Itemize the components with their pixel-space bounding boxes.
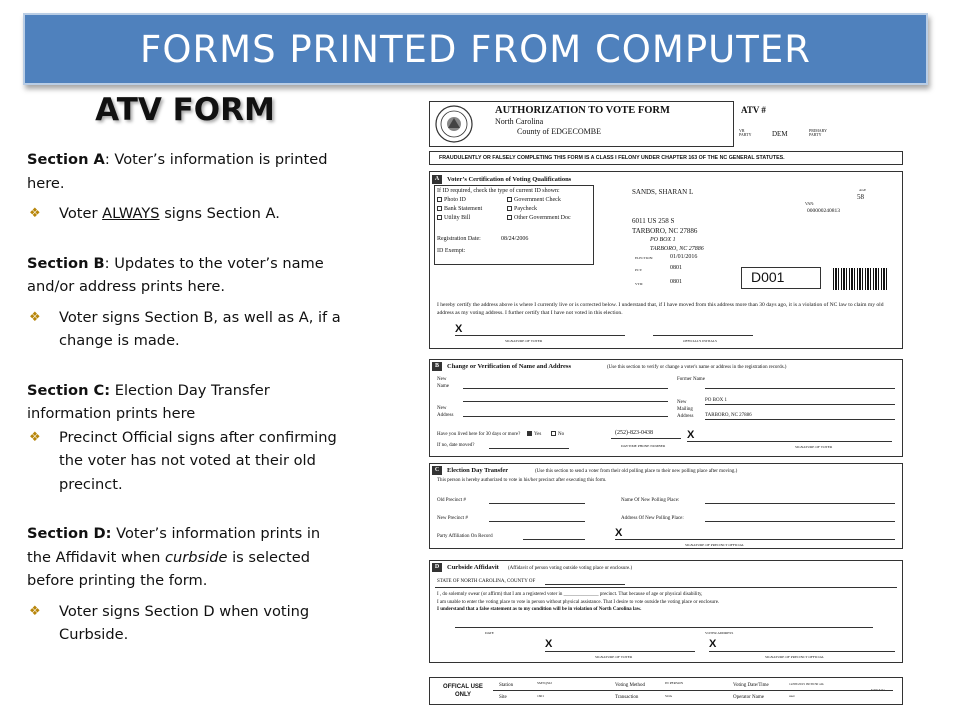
mailing-address-line1: PO BOX 1 bbox=[650, 237, 676, 243]
section-d-text: Voter’s information prints in the Affidavit when bbox=[27, 525, 321, 566]
operator-value: user bbox=[789, 694, 795, 698]
section-a-letter: A bbox=[432, 175, 442, 184]
date-label: DATE bbox=[485, 631, 494, 635]
affidavit-line2: I am unable to enter the voting place to vote in person without physical assistance. That I desire to vote outside the voting place or enclosure. bbox=[437, 600, 720, 605]
lived-question: Have you lived here for 30 days or more? bbox=[437, 432, 521, 437]
diamond-bullet-icon: ❖ bbox=[29, 206, 41, 221]
precinct-signature-label-d: SIGNATURE OF PRECINCT OFFICIAL bbox=[765, 655, 825, 659]
certify-text: I hereby certify the address above is where I currently live or is corrected below. I understand that, if I have moved from this address more than 30 days ago, it is a violation of NC law to claim my old address as my voting address. I further certify that I have not voted in this election. bbox=[437, 302, 884, 316]
pct-value: 0801 bbox=[670, 265, 682, 271]
id-option: Government Check bbox=[514, 197, 561, 203]
atv-form-image bbox=[425, 97, 905, 709]
title-banner bbox=[23, 13, 928, 85]
checkbox-yes bbox=[527, 431, 532, 436]
old-precinct-label: Old Precinct # bbox=[437, 498, 466, 503]
bullet-text: Voter signs Section B, as well as A, if a change is made. bbox=[59, 308, 341, 349]
new-name-line bbox=[463, 388, 668, 389]
new-precinct-line bbox=[489, 521, 585, 522]
diamond-bullet-icon: ❖ bbox=[29, 429, 41, 445]
section-d-emphasis: curbside bbox=[165, 548, 228, 566]
signature-x: X bbox=[687, 429, 695, 441]
precinct-signature-label: SIGNATURE OF PRECINCT OFFICIAL bbox=[685, 543, 745, 547]
signature-x: X bbox=[545, 638, 553, 650]
new-name-label: New Name bbox=[437, 377, 449, 389]
affidavit-line1: I , do solemnly swear (or affirm) that I am a registered voter in ______________ precinct. That because of age or physical disability, bbox=[437, 592, 703, 597]
election-label: ELECTION: bbox=[635, 256, 654, 260]
section-b-box bbox=[429, 359, 903, 457]
signature-x: X bbox=[455, 323, 463, 335]
id-option: Other Government Doc bbox=[514, 215, 571, 221]
voter-signature-line-b bbox=[687, 441, 892, 442]
station-value: SMTQ322 bbox=[537, 681, 552, 685]
age-label: AGE bbox=[859, 188, 867, 192]
station-label: Station bbox=[499, 683, 514, 688]
date-line bbox=[455, 627, 545, 628]
section-d-title: Curbside Affidavit bbox=[447, 564, 499, 571]
checkbox-no bbox=[551, 431, 556, 436]
signature-x: X bbox=[709, 638, 717, 650]
new-address-line bbox=[463, 416, 668, 417]
site-label: Site bbox=[499, 695, 507, 700]
id-exempt-label: ID Exempt: bbox=[437, 248, 466, 254]
section-a-text: : Voter’s information is printed here. bbox=[27, 151, 328, 192]
section-d-divider bbox=[435, 587, 897, 588]
section-c-bullet bbox=[27, 426, 345, 497]
checkbox-utility-bill bbox=[437, 215, 442, 220]
voter-signature-label: SIGNATURE OF VOTER bbox=[505, 339, 543, 343]
id-option: Paycheck bbox=[514, 206, 537, 212]
site-value: 1601 bbox=[537, 694, 544, 698]
slide-title: FORMS PRINTED FROM COMPUTER bbox=[140, 27, 811, 71]
mailing-address-line2: TARBORO, NC 27886 bbox=[650, 246, 704, 252]
voter-signature-line bbox=[455, 335, 625, 336]
nc-seal-icon bbox=[434, 104, 474, 144]
section-c-auth: This person is hereby authorized to vote in his/her precinct after executing this form. bbox=[437, 478, 607, 483]
new-polling-name-line bbox=[705, 503, 895, 504]
new-polling-name-label: Name Of New Polling Place: bbox=[621, 498, 680, 503]
party-affiliation-label: Party Affiliation On Record bbox=[437, 534, 493, 539]
signature-x: X bbox=[615, 527, 623, 539]
date-moved-label: If no, date moved? bbox=[437, 443, 475, 448]
section-a-note bbox=[27, 148, 345, 195]
section-d-bullet bbox=[27, 600, 345, 647]
section-a-label: Section A bbox=[27, 151, 105, 168]
d001-code: D001 bbox=[751, 269, 785, 285]
section-c-title: Election Day Transfer bbox=[447, 467, 509, 474]
vtd-value: 0801 bbox=[670, 279, 682, 285]
section-b-title: Change or Verification of Name and Address bbox=[447, 363, 571, 370]
voter-address-line1: 6011 US 258 S bbox=[632, 217, 675, 225]
section-c-note: (Use this section to send a voter from their old polling place to their new polling place after moving.) bbox=[535, 469, 738, 474]
section-b-note bbox=[27, 252, 345, 299]
form-title: AUTHORIZATION TO VOTE FORM bbox=[495, 105, 670, 116]
phone-label: DAYTIME PHONE NUMBER bbox=[621, 444, 666, 448]
phone-value: (252)-823-0438 bbox=[615, 430, 653, 436]
diamond-bullet-icon: ❖ bbox=[29, 603, 41, 619]
checkbox-other-gov-doc bbox=[507, 215, 512, 220]
no-label: No bbox=[558, 432, 565, 437]
barcode-icon bbox=[833, 268, 889, 290]
mailing-city: TARBORO, NC 27886 bbox=[705, 413, 752, 418]
state-county-label: STATE OF NORTH CAROLINA, COUNTY OF bbox=[437, 579, 536, 584]
section-notes bbox=[27, 148, 345, 654]
county-line bbox=[545, 584, 625, 585]
van-value: 000000240813 bbox=[807, 208, 840, 214]
affidavit-warning: I understand that a false statement as to my condition will be in violation of North Carolina law. bbox=[437, 607, 642, 612]
vr-party-label: VR PARTY bbox=[739, 128, 752, 137]
voter-signature-label-d: SIGNATURE OF VOTER bbox=[595, 655, 633, 659]
checkbox-bank-statement bbox=[437, 206, 442, 211]
checkbox-gov-check bbox=[507, 197, 512, 202]
officials-initials-label: OFFICIAL'S INITIALS bbox=[683, 339, 717, 343]
section-d-note bbox=[27, 522, 345, 593]
precinct-signature-line-d bbox=[709, 651, 895, 652]
section-b-bullet bbox=[27, 306, 345, 353]
form-version: V2015.01 bbox=[871, 688, 885, 692]
form-state: North Carolina bbox=[495, 117, 544, 126]
official-use-label: OFFICAL USE ONLY bbox=[443, 684, 483, 698]
atv-number-label: ATV # bbox=[741, 105, 766, 115]
former-name-label: Former Name bbox=[677, 377, 705, 382]
section-c-label: Section C: bbox=[27, 381, 111, 399]
pct-label: PCT: bbox=[635, 268, 643, 272]
new-mailing-label: New Mailing Address bbox=[677, 400, 694, 419]
operator-label: Operator Name bbox=[733, 695, 764, 700]
section-c-text: Election Day Transfer information prints here bbox=[27, 381, 270, 422]
section-d-text: is selected before printing the form. bbox=[27, 548, 310, 589]
section-c-box bbox=[429, 463, 903, 549]
bullet-text: signs Section A. bbox=[159, 205, 280, 222]
section-b-note: (Use this section to verify or change a voter's name or address in the registration records.) bbox=[607, 365, 787, 370]
voter-signature-line-d bbox=[545, 651, 695, 652]
warning-text: FRAUDULENTLY OR FALSELY COMPLETING THIS FORM IS A CLASS I FELONY UNDER CHAPTER 163 OF THE NC GENERAL STATUTES. bbox=[439, 155, 785, 161]
officials-initials-line bbox=[653, 335, 753, 336]
registration-date-value: 08/24/2006 bbox=[501, 236, 529, 242]
section-d-label: Section D: bbox=[27, 525, 112, 542]
voting-method-label: Voting Method bbox=[615, 683, 646, 688]
voter-signature-label-b: SIGNATURE OF VOTER bbox=[795, 445, 833, 449]
checkbox-photo-id bbox=[437, 197, 442, 202]
age-value: 58 bbox=[857, 193, 864, 201]
bullet-emphasis: ALWAYS bbox=[102, 205, 160, 222]
section-c-letter: C bbox=[432, 466, 442, 475]
bullet-text: Precinct Official signs after confirming the voter has not voted at their old precinct. bbox=[59, 428, 337, 493]
section-b-text: : Updates to the voter’s name and/or address prints here. bbox=[27, 254, 324, 295]
new-precinct-label: New Precinct # bbox=[437, 516, 468, 521]
section-a-title: Voter’s Certification of Voting Qualifications bbox=[447, 176, 572, 183]
form-county: County of EDGECOMBE bbox=[517, 127, 601, 136]
new-polling-address-line bbox=[705, 521, 895, 522]
bullet-text: Voter signs Section D when voting Curbside. bbox=[59, 602, 310, 643]
precinct-signature-line bbox=[615, 539, 895, 540]
voting-date-label: Voting Date/Time bbox=[733, 683, 769, 688]
section-b-label: Section B bbox=[27, 254, 105, 272]
date-moved-line bbox=[489, 448, 569, 449]
checkbox-paycheck bbox=[507, 206, 512, 211]
section-d-letter: D bbox=[432, 563, 442, 572]
transaction-value: SOA bbox=[665, 694, 673, 698]
voter-address-label: VOTER ADDRESS bbox=[705, 631, 734, 635]
phone-line bbox=[611, 438, 681, 439]
id-option: Bank Statement bbox=[444, 206, 483, 212]
voter-name: SANDS, SHARAN L bbox=[632, 188, 694, 196]
party-value: DEM bbox=[772, 130, 788, 138]
id-option: Photo ID bbox=[444, 197, 466, 203]
mailing-po-box: PO BOX 1 bbox=[705, 398, 727, 403]
transaction-label: Transaction bbox=[615, 695, 639, 700]
slide-subtitle: ATV FORM bbox=[95, 92, 275, 128]
diamond-bullet-icon: ❖ bbox=[29, 309, 41, 325]
vtd-label: VTD: bbox=[635, 282, 644, 286]
voter-address-line2: TARBORO, NC 27886 bbox=[632, 227, 698, 235]
new-address-label: New Address bbox=[437, 406, 454, 418]
yes-label: Yes bbox=[534, 432, 542, 437]
voting-method-value: IN PERSON bbox=[665, 681, 683, 685]
new-address-line bbox=[463, 401, 668, 402]
van-label: VAN: bbox=[805, 201, 815, 206]
voting-date-value: 12/08/2015 09:39:30 am bbox=[789, 682, 824, 686]
new-polling-address-label: Address Of New Polling Place: bbox=[621, 516, 684, 521]
primary-party-label: PRIMARY PARTY bbox=[809, 128, 827, 137]
official-use-divider bbox=[493, 690, 893, 691]
old-precinct-line bbox=[489, 503, 585, 504]
registration-date-label: Registration Date: bbox=[437, 236, 481, 242]
id-option: Utility Bill bbox=[444, 215, 471, 221]
former-name-line bbox=[705, 388, 895, 389]
id-required-text: If ID required, check the type of current ID shown: bbox=[437, 188, 560, 194]
section-d-note: (Affidavit of person voting outside voting place or enclosure.) bbox=[508, 566, 633, 571]
section-c-note bbox=[27, 379, 345, 426]
section-b-letter: B bbox=[432, 362, 442, 371]
party-affiliation-line bbox=[523, 539, 585, 540]
mailing-line bbox=[705, 419, 895, 420]
election-value: 01/01/2016 bbox=[670, 254, 698, 260]
voter-address-line-d bbox=[543, 627, 873, 628]
section-a-bullet bbox=[27, 202, 345, 226]
mailing-line bbox=[705, 404, 895, 405]
bullet-text: Voter bbox=[59, 205, 103, 222]
